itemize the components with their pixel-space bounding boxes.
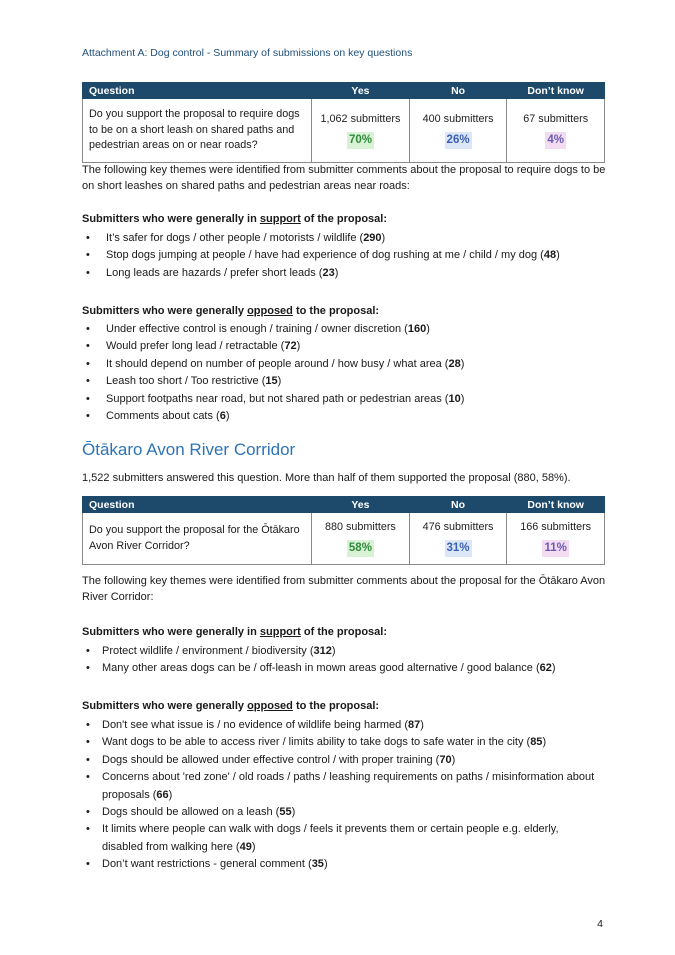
short-leash-results-table bbox=[82, 82, 605, 163]
header-no: No bbox=[409, 83, 507, 99]
dont-know-cell bbox=[507, 513, 605, 565]
dont-know-count: 166 submitters bbox=[520, 520, 592, 533]
no-count: 400 submitters bbox=[422, 112, 494, 125]
yes-cell bbox=[312, 99, 410, 163]
list-item: • Dogs should be allowed under effective control / with proper training (70) bbox=[82, 752, 602, 769]
yes-percent: 70% bbox=[347, 132, 374, 149]
yes-percent: 58% bbox=[347, 540, 374, 557]
yes-count: 1,062 submitters bbox=[320, 112, 401, 125]
list-item: • Don't see what issue is / no evidence of wildlife being harmed (87) bbox=[82, 717, 602, 734]
river-corridor-results-table bbox=[82, 496, 605, 565]
table-header-row bbox=[83, 83, 605, 99]
list-item: • Dogs should be allowed on a leash (55) bbox=[82, 804, 602, 821]
no-count: 476 submitters bbox=[422, 520, 494, 533]
intro-paragraph: The following key themes were identified from submitter comments about the proposal to require dogs to be on short leashes on shared paths and pedestrian areas near roads: bbox=[82, 164, 606, 192]
header-question: Question bbox=[83, 83, 312, 99]
support-list bbox=[82, 643, 602, 678]
list-item: • Concerns about 'red zone' / old roads / paths / leashing requirements on paths / misinformation about proposals (66) bbox=[82, 769, 602, 804]
table-header-row bbox=[83, 497, 605, 513]
attachment-header: Attachment A: Dog control - Summary of submissions on key questions bbox=[82, 47, 413, 59]
yes-cell bbox=[312, 513, 410, 565]
list-item: • Don’t want restrictions - general comment (35) bbox=[82, 856, 602, 873]
question-text: Do you support the proposal to require dogs to be on a short leash on shared paths and pedestrian areas on or near roads? bbox=[83, 99, 312, 163]
oppose-list bbox=[82, 717, 602, 873]
section-title: Ōtākaro Avon River Corridor bbox=[82, 440, 296, 459]
table-row bbox=[83, 99, 605, 163]
list-item: • It’s safer for dogs / other people / motorists / wildlife (290) bbox=[82, 230, 602, 247]
header-dont-know: Don’t know bbox=[507, 83, 605, 99]
oppose-list bbox=[82, 321, 602, 425]
dont-know-cell bbox=[507, 99, 605, 163]
yes-count: 880 submitters bbox=[325, 520, 396, 533]
list-item: • Comments about cats (6) bbox=[82, 408, 602, 425]
list-item: • Leash too short / Too restrictive (15) bbox=[82, 373, 602, 390]
header-yes: Yes bbox=[312, 83, 410, 99]
header-dont-know: Don’t know bbox=[507, 497, 605, 513]
no-cell bbox=[409, 99, 507, 163]
table-row bbox=[83, 513, 605, 565]
header-yes: Yes bbox=[312, 497, 410, 513]
support-heading: Submitters who were generally in support of the proposal: bbox=[82, 626, 388, 638]
header-no: No bbox=[409, 497, 507, 513]
support-list bbox=[82, 230, 602, 282]
list-item: • Would prefer long lead / retractable (72) bbox=[82, 338, 602, 355]
list-item: • It limits where people can walk with dogs / feels it prevents them or certain people e.g. elderly, disabled from walking here (49) bbox=[82, 821, 602, 856]
list-item: • Stop dogs jumping at people / have had experience of dog rushing at me / child / my dog (48) bbox=[82, 247, 602, 264]
list-item: • Long leads are hazards / prefer short leads (23) bbox=[82, 265, 602, 282]
no-percent: 31% bbox=[445, 540, 472, 557]
list-item: • Under effective control is enough / training / owner discretion (160) bbox=[82, 321, 602, 338]
dont-know-percent: 4% bbox=[545, 132, 566, 149]
list-item: • Want dogs to be able to access river / limits ability to take dogs to safe water in the city (85) bbox=[82, 734, 602, 751]
question-text: Do you support the proposal for the Ōtākaro Avon River Corridor? bbox=[83, 513, 312, 565]
support-heading: Submitters who were generally in support of the proposal: bbox=[82, 213, 388, 225]
dont-know-count: 67 submitters bbox=[523, 112, 589, 125]
list-item: • Protect wildlife / environment / biodiversity (312) bbox=[82, 643, 602, 660]
page-number: 4 bbox=[597, 918, 603, 930]
header-question: Question bbox=[83, 497, 312, 513]
list-item: • Support footpaths near road, but not shared path or pedestrian areas (10) bbox=[82, 391, 602, 408]
section-summary: 1,522 submitters answered this question. More than half of them supported the proposal (880, 58%). bbox=[82, 472, 571, 484]
no-cell bbox=[409, 513, 507, 565]
list-item: • It should depend on number of people around / how busy / what area (28) bbox=[82, 356, 602, 373]
list-item: • Many other areas dogs can be / off-leash in mown areas good alternative / good balance (62) bbox=[82, 660, 602, 677]
no-percent: 26% bbox=[445, 132, 472, 149]
intro-paragraph: The following key themes were identified from submitter comments about the proposal for the Ōtākaro Avon River Corridor: bbox=[82, 575, 606, 603]
oppose-heading: Submitters who were generally opposed to the proposal: bbox=[82, 305, 380, 317]
dont-know-percent: 11% bbox=[542, 540, 568, 557]
oppose-heading: Submitters who were generally opposed to the proposal: bbox=[82, 700, 380, 712]
